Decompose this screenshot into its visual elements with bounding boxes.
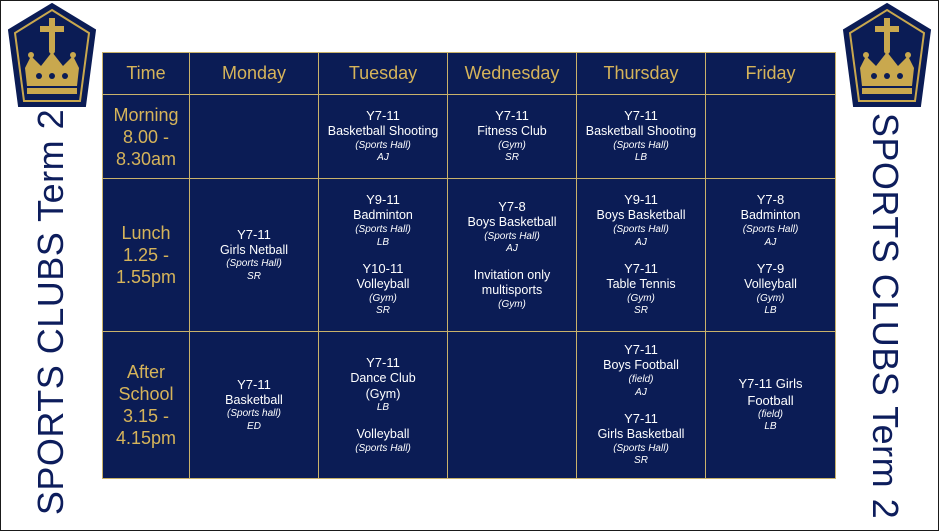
club-activity: Volleyball: [744, 277, 797, 292]
club-location: (Sports hall): [227, 408, 281, 420]
cell-after-school-friday: [706, 332, 836, 479]
row-morning: [103, 95, 836, 179]
school-crest-icon: [7, 2, 97, 108]
club-location: (Sports Hall): [484, 230, 540, 242]
club-activity: Boys Football: [603, 358, 679, 373]
club-entry: [708, 261, 833, 318]
club-year: Y7-11 Girls: [738, 376, 803, 392]
club-activity: Badminton: [740, 208, 801, 223]
cell-lunch-monday: [190, 179, 319, 332]
cell-morning-wednesday: [448, 95, 577, 179]
club-staff: AJ: [506, 243, 518, 255]
side-title-left: SPORTS CLUBS Term 2: [30, 108, 71, 516]
club-entry: [450, 199, 574, 256]
club-activity: Boys Basketball: [467, 214, 557, 229]
side-title-right: SPORTS CLUBS Term 2: [865, 112, 906, 520]
club-entry: [321, 355, 445, 415]
header-friday: Friday: [706, 53, 836, 95]
club-activity: Basketball Shooting: [327, 124, 439, 139]
row-after-school: [103, 332, 836, 479]
club-location: (Sports Hall): [742, 224, 799, 235]
club-year: Invitation only: [473, 267, 551, 282]
cell-after-school-monday: [190, 332, 319, 479]
club-staff: SR: [247, 270, 261, 282]
club-activity: Basketball Shooting: [585, 124, 697, 139]
time-line: Morning: [113, 104, 179, 125]
club-location: (Gym): [756, 292, 785, 304]
club-staff: SR: [505, 152, 519, 164]
club-year: Y7-11: [624, 411, 658, 426]
club-entry: [579, 342, 703, 399]
time-line: 1.55pm: [115, 267, 177, 287]
header-wednesday: Wednesday: [448, 53, 577, 95]
club-staff: SR: [634, 455, 648, 467]
club-entry: [708, 376, 833, 434]
club-staff: LB: [376, 402, 390, 414]
club-activity: Fitness Club: [477, 124, 547, 139]
club-staff: AJ: [635, 386, 647, 398]
club-location: (Sports Hall): [613, 139, 669, 151]
time-line: Lunch: [121, 223, 171, 243]
time-line: 4.15pm: [115, 428, 177, 448]
club-year: Y7-8: [498, 198, 526, 214]
club-location: (Gym): [498, 298, 526, 310]
club-location: (Sports Hall): [613, 442, 669, 454]
time-line: 1.25 -: [122, 245, 170, 265]
cell-lunch-friday: [706, 179, 836, 332]
club-staff: AJ: [377, 152, 389, 164]
club-entry: [579, 411, 703, 468]
club-year: Y9-11: [366, 192, 400, 208]
club-year: Y7-11: [237, 226, 271, 242]
club-staff: SR: [634, 305, 648, 317]
club-year: Y7-11: [624, 261, 658, 276]
cell-lunch-thursday: [577, 179, 706, 332]
club-entry: [321, 261, 445, 318]
header-time: Time: [103, 53, 190, 95]
club-year: Y7-11: [366, 108, 400, 124]
club-year: Y7-8: [756, 192, 785, 208]
club-staff: AJ: [764, 236, 777, 248]
club-staff: SR: [376, 305, 390, 317]
club-year: Y7-9: [756, 261, 785, 276]
club-staff: ED: [247, 420, 261, 432]
club-activity: Dance Club: [350, 371, 416, 386]
club-entry: [579, 192, 703, 249]
club-entry: [579, 261, 703, 318]
time-line: 8.30am: [115, 148, 177, 169]
club-entry: [192, 377, 316, 434]
club-activity: Football: [747, 392, 794, 408]
time-cell-morning: [103, 95, 190, 179]
club-year: Y7-11: [495, 108, 529, 124]
cell-morning-tuesday: [319, 95, 448, 179]
club-year: Y7-11: [237, 376, 271, 392]
header-thursday: Thursday: [577, 53, 706, 95]
club-entry: [321, 427, 445, 455]
club-staff: LB: [764, 305, 777, 317]
time-line: 8.00 -: [122, 126, 170, 147]
club-activity: Volleyball: [356, 277, 410, 292]
club-entry: [708, 192, 833, 249]
row-lunch: [103, 179, 836, 332]
time-line: After: [126, 362, 165, 382]
club-entry: [321, 108, 445, 165]
club-location: (field): [628, 374, 654, 385]
cell-morning-monday: [190, 95, 319, 179]
clubs-timetable: [102, 52, 836, 479]
time-cell-after-school: [103, 332, 190, 479]
club-staff: LB: [634, 152, 648, 164]
club-staff: AJ: [635, 236, 647, 248]
school-crest-icon: [842, 2, 932, 108]
cell-morning-thursday: [577, 95, 706, 179]
header-monday: Monday: [190, 53, 319, 95]
club-entry: [450, 268, 574, 312]
club-entry: [321, 192, 445, 249]
club-activity: Boys Basketball: [596, 208, 686, 223]
club-location: (Gym): [365, 386, 401, 401]
club-activity: Girls Basketball: [597, 427, 685, 442]
club-location: (Gym): [498, 139, 526, 151]
time-line: School: [118, 384, 174, 404]
club-location: (Gym): [369, 292, 397, 304]
club-location: (Sports Hall): [355, 139, 411, 151]
club-activity: Volleyball: [356, 426, 410, 441]
cell-lunch-wednesday: [448, 179, 577, 332]
club-activity: Girls Netball: [219, 242, 289, 257]
time-line: 3.15 -: [122, 406, 170, 426]
cell-after-school-tuesday: [319, 332, 448, 479]
club-year: Y10-11: [362, 261, 404, 276]
cell-after-school-wednesday: [448, 332, 577, 479]
club-staff: LB: [764, 421, 777, 433]
club-location: (field): [757, 408, 783, 420]
time-cell-lunch: [103, 179, 190, 332]
club-location: (Sports Hall): [613, 224, 669, 235]
club-staff: LB: [376, 236, 390, 248]
club-location: (Gym): [627, 292, 655, 304]
club-location: (Sports Hall): [226, 258, 282, 270]
cell-morning-friday: [706, 95, 836, 179]
club-year: Y7-11: [624, 108, 658, 124]
club-activity: Table Tennis: [606, 277, 676, 292]
club-year: Y7-11: [366, 354, 400, 370]
club-location: (Sports Hall): [355, 224, 411, 235]
cell-lunch-tuesday: [319, 179, 448, 332]
cell-after-school-thursday: [577, 332, 706, 479]
club-entry: [450, 108, 574, 165]
club-entry: [192, 227, 316, 284]
club-year: Y7-11: [624, 342, 658, 358]
club-entry: [579, 108, 703, 165]
header-row: [103, 53, 836, 95]
club-location: (Sports Hall): [355, 442, 411, 454]
club-activity: Basketball: [225, 392, 283, 407]
club-year: Y9-11: [624, 192, 658, 208]
header-tuesday: Tuesday: [319, 53, 448, 95]
club-activity: Badminton: [353, 208, 413, 223]
club-activity: multisports: [481, 283, 543, 298]
